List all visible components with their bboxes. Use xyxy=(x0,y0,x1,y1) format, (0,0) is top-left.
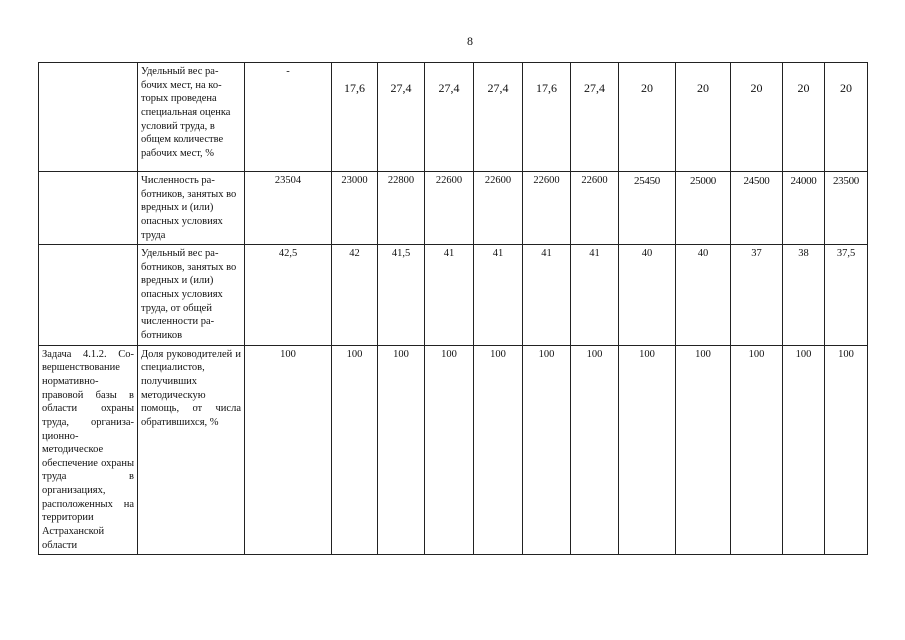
task-cell xyxy=(39,63,138,172)
value-cell: 37,5 xyxy=(825,245,868,345)
value-cell: 40 xyxy=(676,245,731,345)
value-cell: 100 xyxy=(783,345,825,555)
value-cell: 23504 xyxy=(245,172,332,245)
value-cell: 27,4 xyxy=(425,63,474,172)
value-cell: 100 xyxy=(245,345,332,555)
task-cell: Задача 4.1.2. Совершенствование нормативно-правовой базы в области охраны труда, организационно-методическое обеспечение охраны труда в организациях, расположенных на территории Астраханской области xyxy=(39,345,138,555)
value-cell: 20 xyxy=(676,63,731,172)
value-cell: 20 xyxy=(731,63,783,172)
value-cell: 100 xyxy=(474,345,523,555)
value-cell: 100 xyxy=(619,345,676,555)
value-cell: 100 xyxy=(571,345,619,555)
value-cell: 25450 xyxy=(619,172,676,245)
value-cell: 23500 xyxy=(825,172,868,245)
indicators-table xyxy=(38,62,868,555)
task-cell xyxy=(39,172,138,245)
value-cell: 24000 xyxy=(783,172,825,245)
value-cell: 22600 xyxy=(425,172,474,245)
value-cell: 22600 xyxy=(474,172,523,245)
value-cell: 100 xyxy=(731,345,783,555)
value-cell: 100 xyxy=(425,345,474,555)
table-row xyxy=(39,172,868,245)
table-row xyxy=(39,345,868,555)
value-cell: 40 xyxy=(619,245,676,345)
value-cell: 22600 xyxy=(571,172,619,245)
value-cell: 17,6 xyxy=(332,63,378,172)
value-cell: 41,5 xyxy=(378,245,425,345)
value-cell: 100 xyxy=(676,345,731,555)
value-cell: 17,6 xyxy=(523,63,571,172)
value-cell: 20 xyxy=(619,63,676,172)
indicator-cell: Удельный вес работников, занятых во вредных и (или) опасных условиях труда, от общей численности работников xyxy=(138,245,245,345)
value-cell: 41 xyxy=(571,245,619,345)
value-cell: 42,5 xyxy=(245,245,332,345)
page-number: 8 xyxy=(467,34,473,48)
table-row xyxy=(39,63,868,172)
value-cell: 42 xyxy=(332,245,378,345)
table-row xyxy=(39,245,868,345)
value-cell: 27,4 xyxy=(474,63,523,172)
value-cell: 41 xyxy=(523,245,571,345)
indicator-cell: Доля руководителей и специалистов, получивших методическую помощь, от числа обратившихся, % xyxy=(138,345,245,555)
value-cell: 100 xyxy=(523,345,571,555)
value-cell: 22800 xyxy=(378,172,425,245)
value-cell: 100 xyxy=(378,345,425,555)
task-cell xyxy=(39,245,138,345)
value-cell: 27,4 xyxy=(571,63,619,172)
value-cell: 23000 xyxy=(332,172,378,245)
value-cell: 20 xyxy=(783,63,825,172)
value-cell: 20 xyxy=(825,63,868,172)
indicator-cell: Удельный вес рабочих мест, на которых проведена специальная оценка условий труда, в общем количестве рабочих мест, % xyxy=(138,63,245,172)
value-cell: 38 xyxy=(783,245,825,345)
value-cell: 41 xyxy=(474,245,523,345)
value-cell: 100 xyxy=(332,345,378,555)
value-cell: 27,4 xyxy=(378,63,425,172)
indicator-cell: Численность работников, занятых во вредных и (или) опасных условиях труда xyxy=(138,172,245,245)
value-cell: 22600 xyxy=(523,172,571,245)
value-cell: 24500 xyxy=(731,172,783,245)
value-cell: 100 xyxy=(825,345,868,555)
value-cell: 25000 xyxy=(676,172,731,245)
value-cell: - xyxy=(245,63,332,172)
value-cell: 41 xyxy=(425,245,474,345)
value-cell: 37 xyxy=(731,245,783,345)
